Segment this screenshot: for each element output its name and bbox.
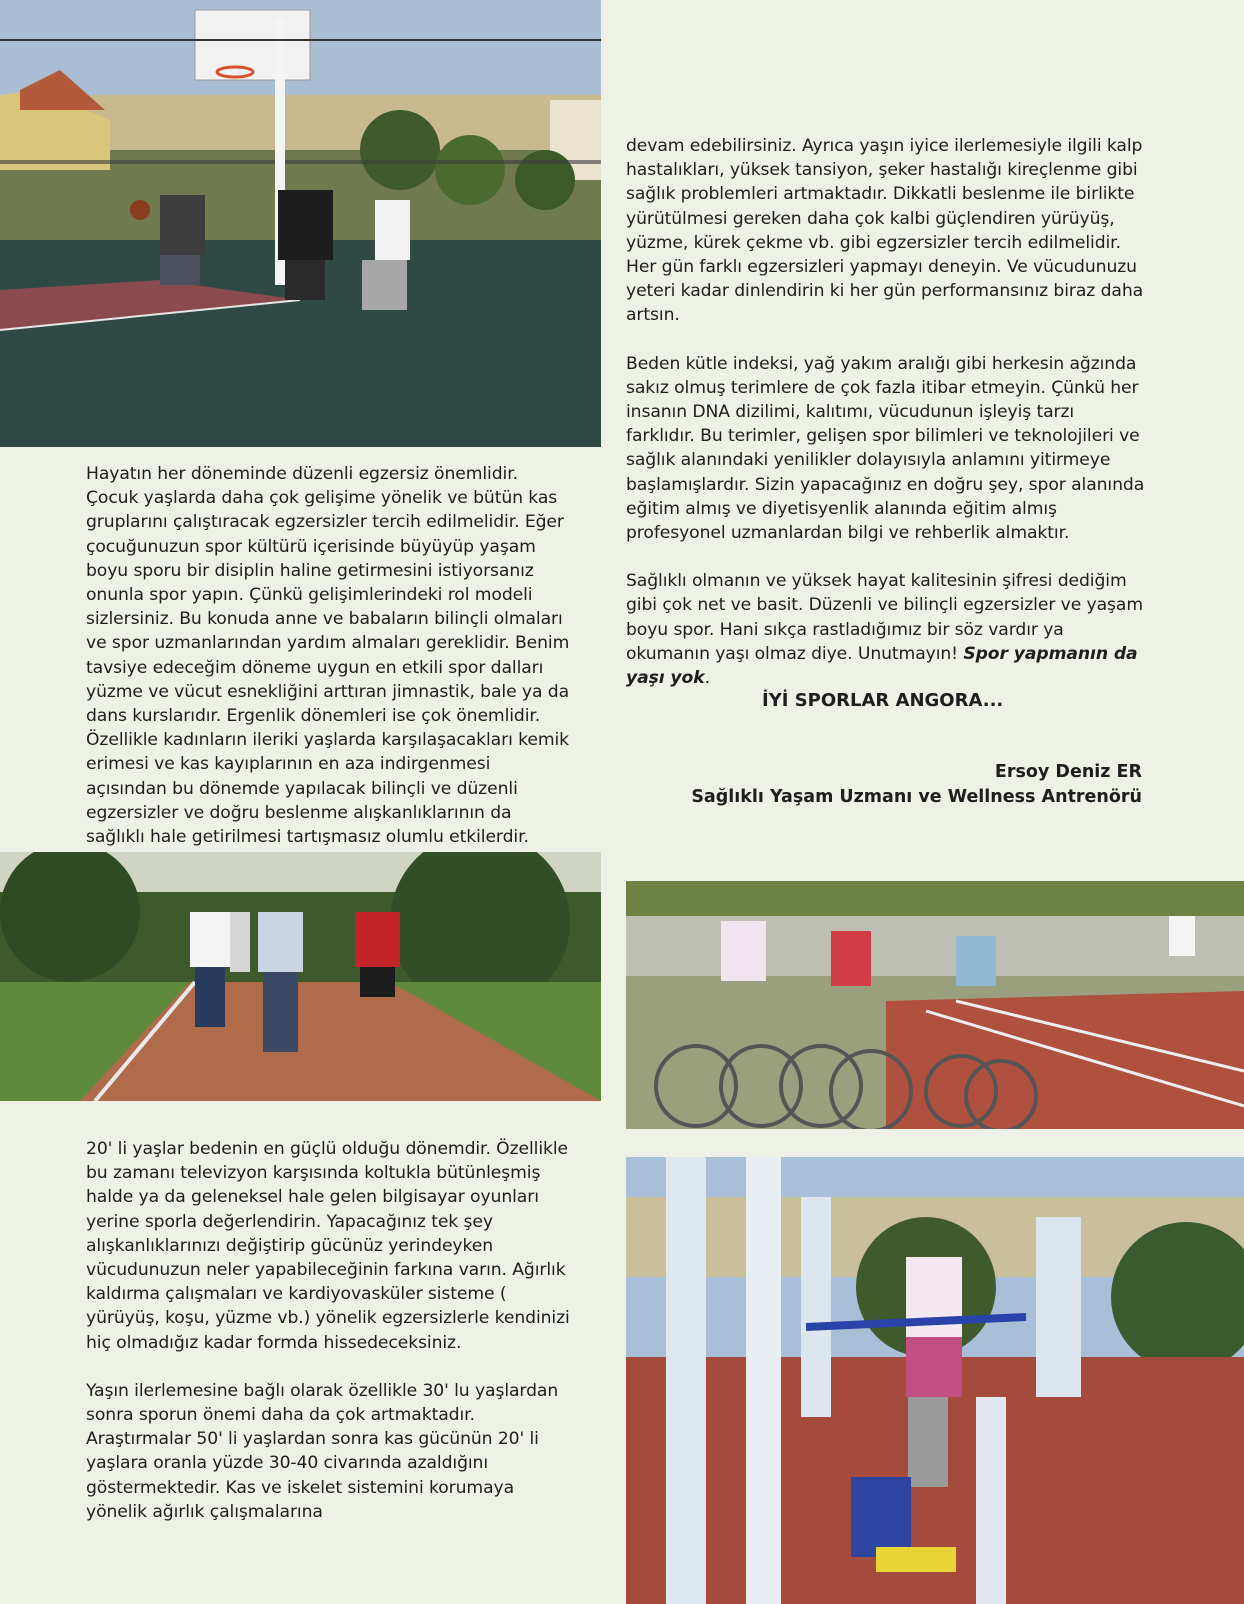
fitness-equipment-photo bbox=[626, 1157, 1244, 1604]
paragraph-childhood: Hayatın her döneminde düzenli egzersiz önemlidir. Çocuk yaşlarda daha çok gelişime yönelik ve bütün kas gruplarını çalıştıracak egzersizler tercih edilmelidir. Eğer çocuğunuzun spor kültürü içerisinde büyüyüp yaşam boyu sporu bir disiplin haline getirmesini istiyorsanız onunla spor yapın. Çünkü gelişimlerindeki rol modeli sizlersiniz. Bu konuda anne ve babaların bilinçli olmaları ve spor uzmanlarından yardım almaları gereklidir. Benim tavsiye edeceğim döneme uygun en etkili spor dalları yüzme ve vücut esnekliğini arttıran jimnastik, bale ya da dans kurslarıdır. Ergenlik dönemleri ise çok önemlidir. Özellikle kadınların ileriki yaşlarda karşılaşacakları kemik erimesi ve kas kayıplarının en aza indirgenmesi açısından bu dönemde yapılacak bilinçli ve düzenli egzersizler ve doğru beslenme alışkanlıklarının da sağlıklı hale getirilmesi tartışmasız olumlu etkilerdir. bbox=[86, 464, 570, 848]
left-column-lower bbox=[86, 1137, 570, 1524]
paragraph-twenties: 20' li yaşlar bedenin en güçlü olduğu dönemdir. Özellikle bu zamanı televizyon karşısında koltukla bütünleşmiş halde ya da geleneksel hale gelen bilgisayar oyunları yerine sporla değerlendirin. Yapacağınız tek şey alışkanlıklarınızı değiştirip gücünüz yerindeyken vücudunuzun neler yapabileceğinin farkına varın. Ağırlık kaldırma çalışmaları ve kardiyovasküler sisteme ( yürüyüş, koşu, yüzme vb.) yönelik egzersizlerle kendinizi hiç olmadığız kadar formda hissedeceksiniz. bbox=[86, 1139, 570, 1353]
paragraph-older-ages: devam edebilirsiniz. Ayrıca yaşın iyice ilerlemesiyle ilgili kalp hastalıkları, yüksek tansiyon, şeker hastalığı kireçlenme gibi sağlık problemleri artmaktadır. Dikkatli beslenme ile birlikte yürütülmesi gereken daha çok kalbi güçlendiren yürüyüş, yüzme, kürek çekme vb. gibi egzersizler tercih edilmelidir. Her gün farklı egzersizleri yapmayı deneyin. Ve vücudunuzu yeteri kadar dinlendirin ki her gün performansınız biraz daha artsın. bbox=[626, 136, 1144, 326]
conclusion-end: . bbox=[704, 668, 710, 689]
basketball-photo bbox=[0, 0, 601, 447]
paragraph-thirties: Yaşın ilerlemesine bağlı olarak özellikle 30' lu yaşlardan sonra sporun önemi daha da çok artmaktadır. Araştırmalar 50' li yaşlardan sonra kas gücünün 20' li yaşlara oranla yüzde 30-40 civarında azaldığını göstermektedir. Kas ve iskelet sistemini korumaya yönelik ağırlık çalışmalarına bbox=[86, 1380, 559, 1522]
right-column bbox=[626, 134, 1146, 690]
left-column-intro bbox=[86, 462, 570, 849]
paragraph-body-index: Beden kütle indeksi, yağ yakım aralığı gibi herkesin ağzında sakız olmuş terimlere de çok fazla itibar etmeyin. Çünkü her insanın DNA dizilimi, kalıtımı, vücudunun işleyiş tarzı farklıdır. Bu terimler, gelişen spor bilimleri ve teknolojileri ve sağlık alanındaki yenilikler dolayısıyla anlamını yitirmeye başlamışlardır. Sizin yapacağınız en doğru şey, spor alanında eğitim almış ve diyetisyenlik alanında eğitim almış profesyonel uzmanlardan bilgi ve rehberlik almaktır. bbox=[626, 353, 1145, 544]
author-signature bbox=[626, 760, 1142, 810]
paragraph-conclusion bbox=[626, 569, 1146, 690]
conclusion-emphasis: Spor yapmanın da yaşı yok bbox=[626, 643, 1138, 689]
cyclists-photo bbox=[626, 881, 1244, 1129]
walkers-photo bbox=[0, 852, 601, 1101]
closing-greeting: İYİ SPORLAR ANGORA... bbox=[762, 690, 1004, 711]
conclusion-lead: Sağlıklı olmanın ve yüksek hayat kalitesinin şifresi dediğim gibi çok net ve basit. Düzenli ve bilinçli egzersizler ve yaşam boyu spor. Hani sıkça rastladığımız bir söz vardır ya okumanın yaşı olmaz diye. Unutmayın! bbox=[626, 571, 1143, 664]
author-name: Ersoy Deniz ER bbox=[994, 762, 1142, 782]
author-title: Sağlıklı Yaşam Uzmanı ve Wellness Antrenörü bbox=[691, 787, 1142, 807]
